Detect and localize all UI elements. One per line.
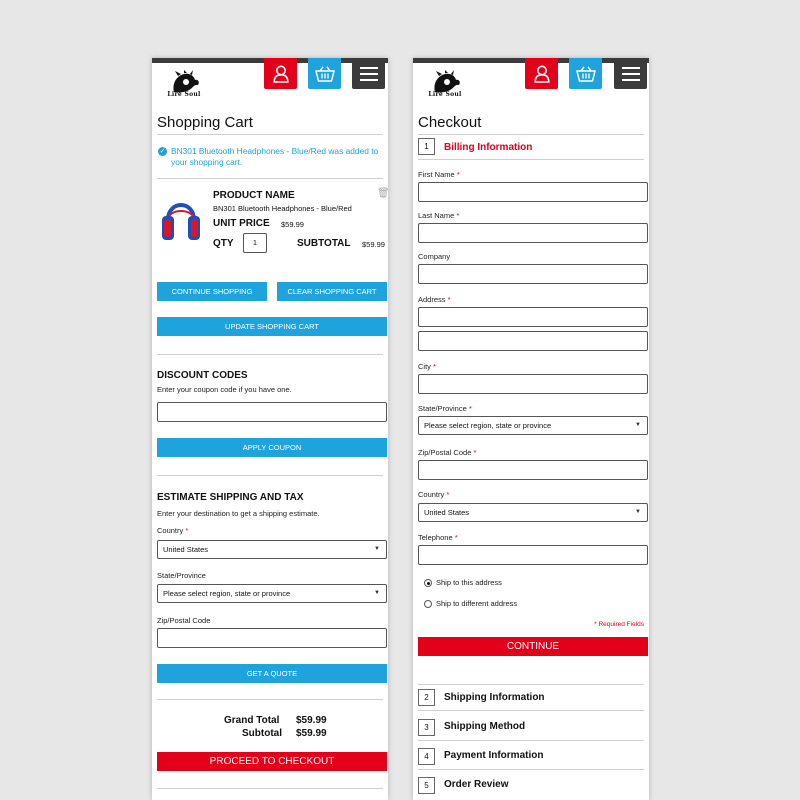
page-title: Shopping Cart [157,114,253,131]
step-number-5: 5 [418,777,435,794]
last-name-input[interactable] [418,223,648,243]
step-number-1: 1 [418,138,435,155]
company-label: Company [418,252,451,261]
divider [157,354,383,355]
country-select-value: United States [424,508,470,517]
menu-button[interactable] [614,58,647,89]
divider [418,740,644,741]
address-line2-input[interactable] [418,331,648,351]
zip-label: Zip/Postal Code [157,616,211,625]
country-select[interactable] [157,540,387,559]
first-name-input[interactable] [418,182,648,202]
ship-different-label[interactable]: Ship to different address [436,599,518,608]
account-button[interactable] [525,58,558,89]
chevron-down-icon: ▼ [374,546,380,552]
ship-same-radio[interactable] [424,579,432,587]
divider [157,134,383,135]
step-number-2: 2 [418,689,435,706]
apply-coupon-button[interactable]: APPLY COUPON [157,438,387,457]
account-button[interactable] [264,58,297,89]
user-icon [273,65,289,83]
state-select[interactable] [418,416,648,435]
country-select[interactable] [418,503,648,522]
ship-different-radio[interactable] [424,600,432,608]
basket-icon [576,66,596,82]
company-input[interactable] [418,264,648,284]
shipping-title: ESTIMATE SHIPPING AND TAX [157,492,304,503]
ship-same-label[interactable]: Ship to this address [436,578,502,587]
success-message [157,146,385,168]
state-label: State/Province [157,571,206,580]
menu-button[interactable] [352,58,385,89]
subtotal-total-label: Subtotal [242,728,282,739]
step-number-4: 4 [418,748,435,765]
product-image[interactable] [160,190,202,244]
brand-logo-text: Lire Soul [428,91,462,98]
first-name-label: First Name * [418,170,460,179]
divider [418,134,644,135]
shopping-cart-screen [152,58,388,800]
continue-shopping-button[interactable]: CONTINUE SHOPPING [157,282,267,301]
address-line1-input[interactable] [418,307,648,327]
divider [157,699,383,700]
unit-price-label: UNIT PRICE [213,218,270,229]
clear-cart-button[interactable]: CLEAR SHOPPING CART [277,282,387,301]
state-label: State/Province * [418,404,472,413]
unit-price-value: $59.99 [281,220,304,229]
city-label: City * [418,362,436,371]
qty-input[interactable]: 1 [243,233,267,253]
qty-label: QTY [213,238,234,249]
discount-title: DISCOUNT CODES [157,370,248,381]
subtotal-total-value: $59.99 [296,728,327,739]
country-select-value: United States [163,545,209,554]
get-quote-button[interactable]: GET A QUOTE [157,664,387,683]
divider [418,684,644,685]
success-message-text: BN301 Bluetooth Headphones - Blue/Red was added to your shopping cart. [171,146,379,167]
step-order-review[interactable]: Order Review [444,779,509,790]
discount-text: Enter your coupon code if you have one. [157,385,292,394]
step-number-3: 3 [418,719,435,736]
user-icon [534,65,550,83]
subtotal-value: $59.99 [362,240,385,249]
telephone-label: Telephone * [418,533,458,542]
required-fields-note: * Required Fields [594,621,644,628]
grand-total-value: $59.99 [296,715,327,726]
subtotal-label: SUBTOTAL [297,238,351,249]
divider [157,178,383,179]
update-cart-button[interactable]: UPDATE SHOPPING CART [157,317,387,336]
telephone-input[interactable] [418,545,648,565]
grand-total-label: Grand Total [224,715,280,726]
state-select[interactable] [157,584,387,603]
chevron-down-icon: ▼ [635,422,641,428]
continue-button[interactable]: CONTINUE [418,637,648,656]
coupon-input[interactable] [157,402,387,422]
zip-input[interactable] [418,460,648,480]
state-select-value: Please select region, state or province [163,589,291,598]
divider [418,769,644,770]
step-shipping-method[interactable]: Shipping Method [444,721,526,732]
chevron-down-icon: ▼ [374,590,380,596]
checkmark-icon: ✓ [159,148,166,155]
divider [418,710,644,711]
proceed-to-checkout-button[interactable]: PROCEED TO CHECKOUT [157,752,387,771]
cart-button[interactable] [569,58,602,89]
billing-information-title[interactable]: Billing Information [444,142,533,153]
address-label: Address * [418,295,451,304]
hamburger-menu-icon [622,67,640,81]
page-title: Checkout [418,114,482,131]
country-label: Country * [157,526,189,535]
divider [418,159,644,160]
step-shipping-information[interactable]: Shipping Information [444,692,545,703]
product-name[interactable]: BN301 Bluetooth Headphones - Blue/Red [213,204,352,213]
chevron-down-icon: ▼ [635,509,641,515]
basket-icon [315,66,335,82]
brand-logo-text: Lire Soul [167,91,201,98]
product-name-label: PRODUCT NAME [213,190,295,201]
city-input[interactable] [418,374,648,394]
divider [157,475,383,476]
last-name-label: Last Name * [418,211,460,220]
checkout-screen [413,58,649,800]
hamburger-menu-icon [360,67,378,81]
country-label: Country * [418,490,450,499]
cart-button[interactable] [308,58,341,89]
zip-input[interactable] [157,628,387,648]
step-payment-information[interactable]: Payment Information [444,750,544,761]
zip-label: Zip/Postal Code * [418,448,477,457]
divider [157,788,383,789]
state-select-value: Please select region, state or province [424,421,552,430]
shipping-text: Enter your destination to get a shipping estimate. [157,509,320,518]
trash-icon[interactable]: 🗑 [377,188,390,199]
